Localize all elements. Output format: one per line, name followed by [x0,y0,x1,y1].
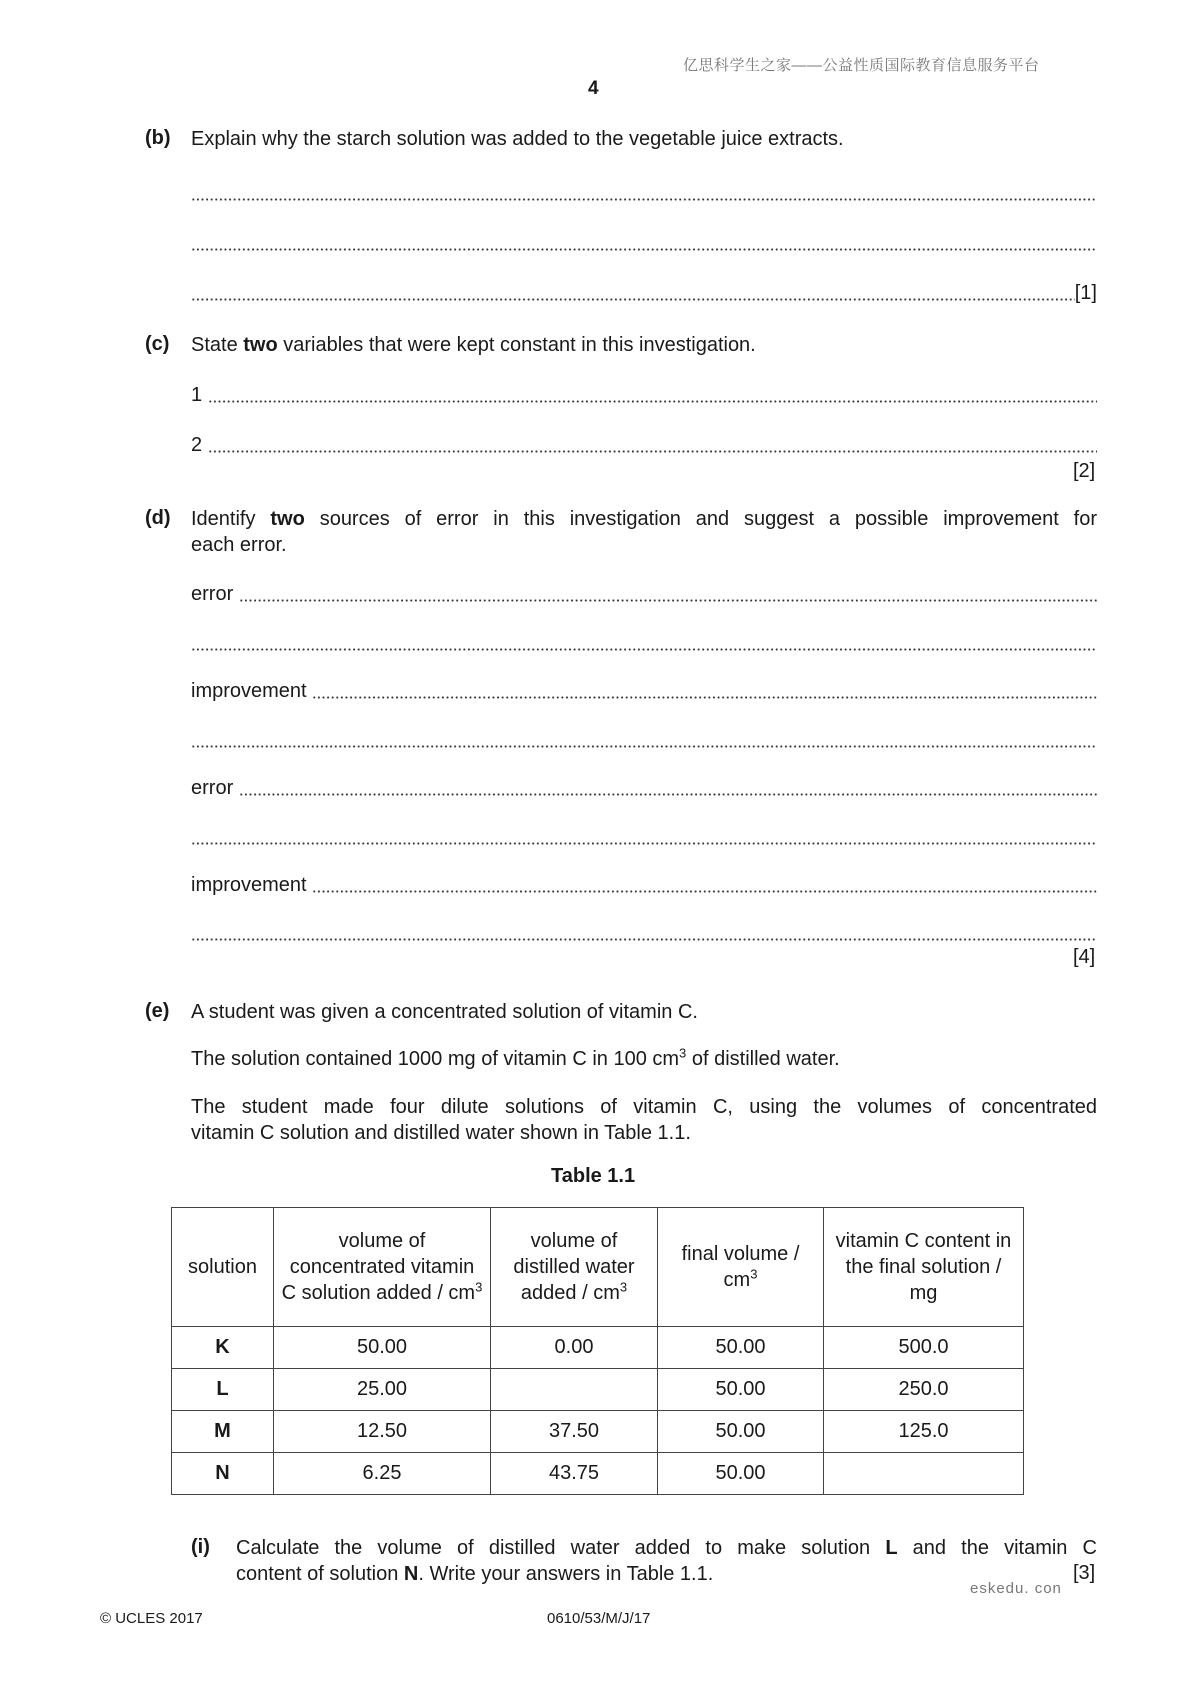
answer-line[interactable] [191,280,1097,306]
table-row [172,1453,1024,1495]
question-e-text1: A student was given a concentrated solution of vitamin C. [191,1001,698,1023]
question-d-line1: Identify two sources of error in this investigation and suggest a possible improvement for [191,508,1098,530]
error-line[interactable]: error [191,775,1097,801]
page-number: 4 [588,78,599,99]
header-conc: volume of concentrated vitamin C solution added / $cm^3$ [274,1208,491,1327]
header-solution: solution [172,1208,274,1327]
question-e-text2: The solution contained 1000 mg of vitamin C in 100 $cm^3$ of distilled water. [191,1045,840,1070]
answer-line[interactable] [191,180,1097,206]
marks-b: [1] [1074,282,1097,304]
cell-conc: 6.25 [274,1453,491,1495]
answer-line[interactable] [191,824,1097,850]
marks-d: [4] [1073,946,1096,968]
cell-final: 50.00 [658,1453,824,1495]
question-e-i-label: (i) [191,1536,210,1558]
answer-line[interactable] [191,920,1097,946]
question-b-label: (b) [145,127,171,149]
table-row [172,1369,1024,1411]
cell-conc: 25.00 [274,1369,491,1411]
header-water: volume of distilled water added / $cm^3$ [491,1208,658,1327]
cell-solution: M [172,1411,274,1453]
cell-solution: K [172,1327,274,1369]
cell-final: 50.00 [658,1411,824,1453]
table-row [172,1411,1024,1453]
marks-e-i: [3] [1073,1562,1096,1584]
paper-code: 0610/53/M/J/17 [547,1610,651,1627]
cell-content: 250.0 [824,1369,1024,1411]
header-watermark: 亿思科学生之家——公益性质国际教育信息服务平台 [683,57,1040,74]
cell-water: 0.00 [491,1327,658,1369]
question-d-line2: each error. [191,534,287,556]
table-header-row [172,1208,1024,1327]
cell-conc: 12.50 [274,1411,491,1453]
table-row [172,1327,1024,1369]
question-e-text3-line2: vitamin C solution and distilled water shown in Table 1.1. [191,1122,691,1144]
question-e-text3-line1: The student made four dilute solutions of vitamin C, using the volumes of concentrated [191,1096,1097,1118]
cell-final: 50.00 [658,1327,824,1369]
marks-c: [2] [1073,460,1096,482]
question-e-label: (e) [145,1000,170,1022]
data-table [171,1207,1024,1495]
question-e-i-line1: Calculate the volume of distilled water added to make solution L and the vitamin C [236,1537,1097,1559]
question-c-label: (c) [145,333,170,355]
header-content: vitamin C content in the final solution / mg [824,1208,1024,1327]
cell-content: 500.0 [824,1327,1024,1369]
cell-final: 50.00 [658,1369,824,1411]
cell-conc: 50.00 [274,1327,491,1369]
table-title: Table 1.1 [551,1165,636,1187]
cell-water: 43.75 [491,1453,658,1495]
cell-content-answer[interactable] [824,1453,1024,1495]
cell-content: 125.0 [824,1411,1024,1453]
improvement-line[interactable]: improvement [191,872,1097,898]
footer-watermark: eskedu. con [970,1580,1062,1597]
header-final: final volume / $cm^3$ [658,1208,824,1327]
answer-line[interactable] [191,727,1097,753]
question-e-i-line2: content of solution N. Write your answers in Table 1.1. [236,1563,714,1585]
question-c-text: State two variables that were kept constant in this investigation. [191,334,756,356]
error-line[interactable]: error [191,581,1097,607]
question-d-label: (d) [145,507,171,529]
improvement-line[interactable]: improvement [191,678,1097,704]
cell-water-answer[interactable] [491,1369,658,1411]
answer-line-1[interactable]: 1 [191,382,1097,408]
cell-water: 37.50 [491,1411,658,1453]
answer-line-2[interactable]: 2 [191,432,1097,458]
copyright: © UCLES 2017 [100,1610,203,1627]
question-b-text: Explain why the starch solution was added to the vegetable juice extracts. [191,128,844,150]
answer-line[interactable] [191,630,1097,656]
cell-solution: L [172,1369,274,1411]
cell-solution: N [172,1453,274,1495]
answer-line[interactable] [191,230,1097,256]
